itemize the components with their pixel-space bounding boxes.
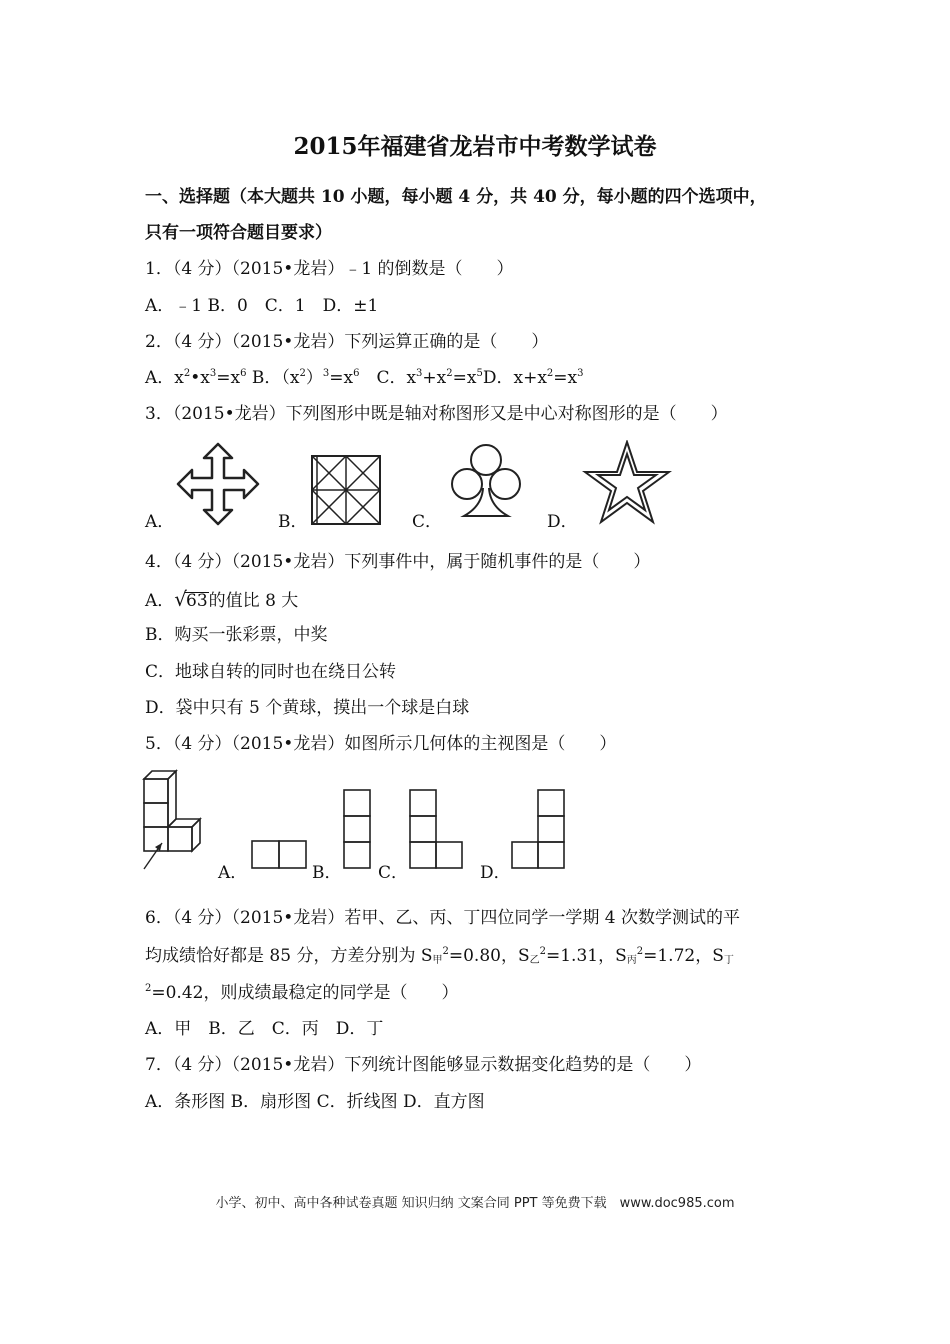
q5-option-d-figure <box>510 788 568 870</box>
q1-stem: 1．（4 分）（2015•龙岩）﹣1 的倒数是（ ） <box>145 259 514 279</box>
four-arrows-cross-icon <box>176 442 260 526</box>
section-heading-line1: 一、选择题（本大题共 10 小题，每小题 4 分，共 40 分，每小题的四个选项中， <box>145 187 767 207</box>
q7-stem: 7．（4 分）（2015•龙岩）下列统计图能够显示数据变化趋势的是（ ） <box>145 1055 702 1075</box>
q5-stem: 5．（4 分）（2015•龙岩）如图所示几何体的主视图是（ ） <box>145 734 617 754</box>
q5-option-b-figure <box>342 788 374 870</box>
footer-text: 小学、初中、高中各种试卷真题 知识归纳 文案合同 PPT 等免费下载 www.doc985.com <box>215 1196 735 1211</box>
q6-line2-start: 均成绩恰好都是 85 分，方差分别为 S <box>145 946 433 966</box>
section-heading-line2: 只有一项符合题目要求） <box>145 223 332 243</box>
q2-d-prefix: D． <box>482 368 514 388</box>
club-icon <box>446 440 526 520</box>
q6-val-yi: =1.31，S <box>546 946 627 966</box>
q5-label-b: B． <box>312 863 342 883</box>
q2-a-prefix: A． <box>145 368 175 388</box>
q2-b-prefix: B．（x <box>251 368 300 388</box>
q3-label-c: C． <box>412 512 443 532</box>
q3-label-d: D． <box>547 512 578 532</box>
q6-sub-yi: 乙 <box>529 955 540 966</box>
q6-sub-jia: 甲 <box>432 955 443 966</box>
q6-val-jia: =0.80，S <box>448 946 530 966</box>
q3-label-a: A． <box>145 512 175 532</box>
q3-label-b: B． <box>278 512 308 532</box>
q6-line3: $^2$=0.42，则成绩最稳定的同学是（ ） <box>145 983 459 1003</box>
q6-sub-ding: 丁 <box>723 955 734 966</box>
q4-option-a <box>145 588 298 612</box>
q4-stem: 4．（4 分）（2015•龙岩）下列事件中，属于随机事件的是（ ） <box>145 552 651 572</box>
q6-line2: 均成绩恰好都是 85 分，方差分别为 $S_甲^2=0.80$，$S_乙^2=1.31$，$S_丙^2=1.72$，$S_丁$ <box>145 946 734 966</box>
pinwheel-icon <box>308 452 384 528</box>
q4-option-c: C．地球自转的同时也在绕日公转 <box>145 662 397 682</box>
q5-option-a-figure <box>250 838 310 870</box>
q6-line1: 6．（4 分）（2015•龙岩）若甲、乙、丙、丁四位同学一学期 4 次数学测试的平 <box>145 908 740 928</box>
q5-option-c-figure <box>408 788 466 870</box>
q2-options: A．$x^2•x^3=x^6$ B．$(x^2)^3=x^6$ C．$x^3+x^2=x^5D$．$x+x^2=x^3$ <box>145 368 584 388</box>
q6-val-bing: =1.72，S <box>643 946 724 966</box>
q6-line3-text: =0.42，则成绩最稳定的同学是（ ） <box>151 983 459 1003</box>
q7-options: A．条形图 B．扇形图 C．折线图 D．直方图 <box>145 1092 485 1112</box>
q4-a-suffix: 的值比 8 大 <box>208 591 299 611</box>
double-star-icon <box>582 440 672 526</box>
q4-option-b: B．购买一张彩票，中奖 <box>145 625 328 645</box>
q4-option-d: D．袋中只有 5 个黄球，摸出一个球是白球 <box>145 698 470 718</box>
q4-a-prefix: A． <box>145 591 175 611</box>
q2-c-prefix: C． <box>376 368 407 388</box>
q5-label-c: C． <box>378 863 409 883</box>
page-title: 2015年福建省龙岩市中考数学试卷 <box>293 133 657 160</box>
radical-sign-icon: √ <box>174 587 188 611</box>
q6-sub-bing: 丙 <box>626 955 637 966</box>
q1-options: A．﹣1 B．0 C．1 D．±1 <box>145 296 379 316</box>
q3-stem: 3．（2015•龙岩）下列图形中既是轴对称图形又是中心对称图形的是（ ） <box>145 404 728 424</box>
q5-label-a: A． <box>218 863 248 883</box>
q2-stem: 2．（4 分）（2015•龙岩）下列运算正确的是（ ） <box>145 332 549 352</box>
q4-a-radicand: 63 <box>186 591 208 611</box>
cube-stack-icon <box>140 767 212 873</box>
q5-label-d: D． <box>480 863 511 883</box>
q6-options: A．甲 B．乙 C．丙 D．丁 <box>145 1019 384 1039</box>
